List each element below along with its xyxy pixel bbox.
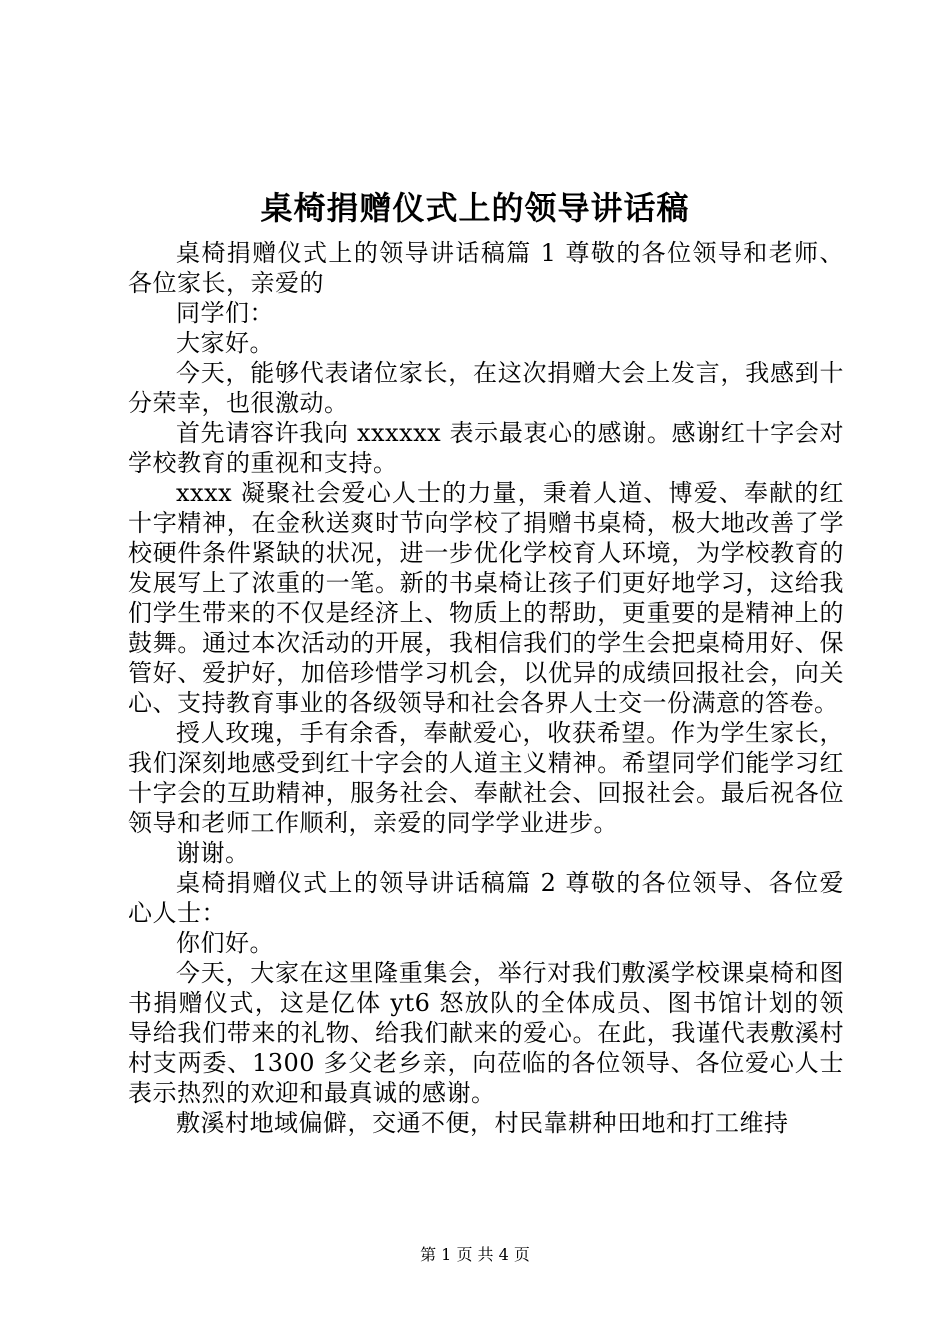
paragraph: 首先请容许我向 xxxxxx 表示最衷心的感谢。感谢红十字会对学校教育的重视和支持。 xyxy=(128,419,844,477)
paragraph: 敷溪村地域偏僻，交通不便，村民靠耕种田地和打工维持 xyxy=(176,1109,789,1137)
paragraph: 授人玫瑰，手有余香，奉献爱心，收获希望。作为学生家长，我们深刻地感受到红十字会的人道主义精神。希望同学们能学习红十字会的互助精神，服务社会、奉献社会、回报社会。最后祝各位领导和老师工作顺利，亲爱的同学学业进步。 xyxy=(128,719,844,837)
document-body xyxy=(128,238,844,1138)
paragraph: 今天，能够代表诸位家长，在这次捐赠大会上发言，我感到十分荣幸，也很激动。 xyxy=(128,359,844,417)
document-title: 桌椅捐赠仪式上的领导讲话稿 xyxy=(260,189,690,227)
paragraph: 桌椅捐赠仪式上的领导讲话稿篇 2 尊敬的各位领导、各位爱心人士： xyxy=(128,869,844,927)
paragraph: 你们好。 xyxy=(176,929,274,957)
paragraph: 今天，大家在这里隆重集会，举行对我们敷溪学校课桌椅和图书捐赠仪式，这是亿体 yt6 怒放队的全体成员、图书馆计划的领导给我们带来的礼物、给我们献来的爱心。在此，我谨代表敷溪村村支两委、1300 多父老乡亲，向莅临的各位领导、各位爱心人士表示热烈的欢迎和最真诚的感谢。 xyxy=(128,959,844,1107)
paragraph: 大家好。 xyxy=(176,329,274,357)
paragraph: 同学们： xyxy=(176,299,274,327)
paragraph: 谢谢。 xyxy=(176,839,250,867)
paragraph: 桌椅捐赠仪式上的领导讲话稿篇 1 尊敬的各位领导和老师、各位家长，亲爱的 xyxy=(128,239,844,297)
page-footer: 第 1 页 共 4 页 xyxy=(420,1245,530,1264)
paragraph: xxxx 凝聚社会爱心人士的力量，秉着人道、博爱、奉献的红十字精神，在金秋送爽时节向学校了捐赠书桌椅，极大地改善了学校硬件条件紧缺的状况，进一步优化学校育人环境，为学校教育的发展写上了浓重的一笔。新的书桌椅让孩子们更好地学习，这给我们学生带来的不仅是经济上、物质上的帮助，更重要的是精神上的鼓舞。通过本次活动的开展，我相信我们的学生会把桌椅用好、保管好、爱护好，加倍珍惜学习机会，以优异的成绩回报社会，向关心、支持教育事业的各级领导和社会各界人士交一份满意的答卷。 xyxy=(128,479,844,717)
